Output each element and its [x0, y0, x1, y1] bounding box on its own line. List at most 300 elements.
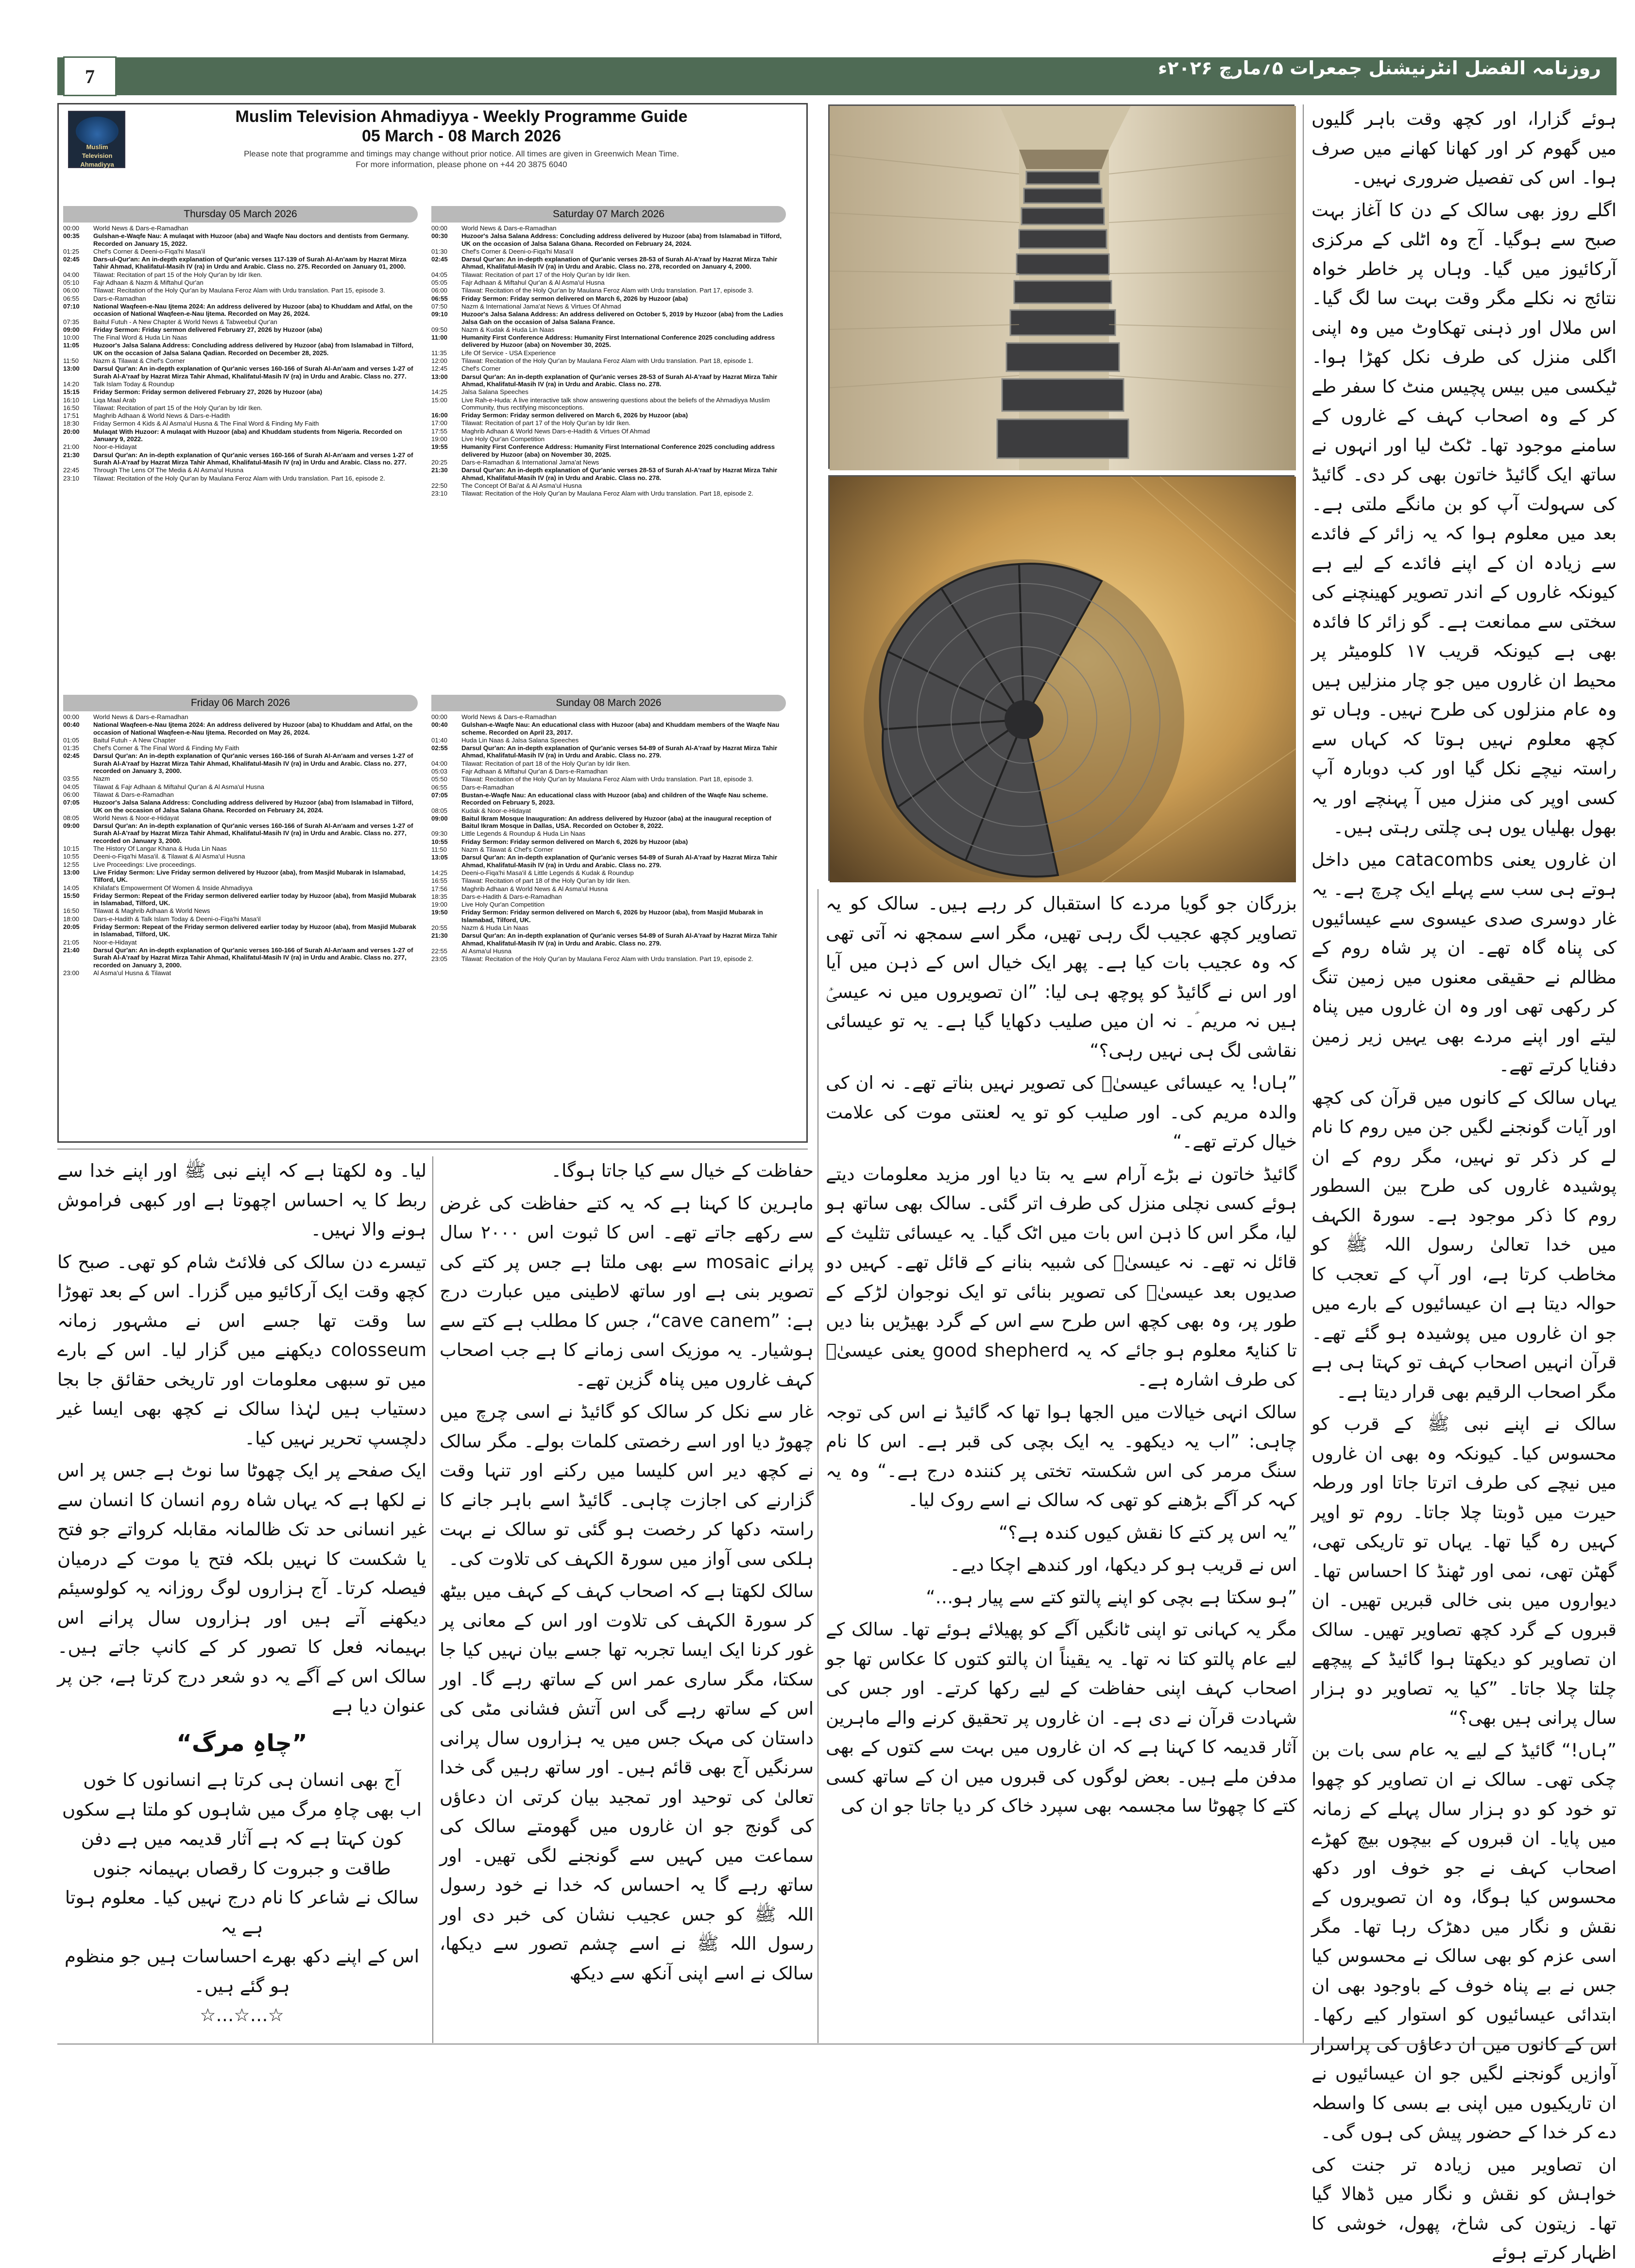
- programme-row: [63, 814, 418, 822]
- programme-row: [63, 466, 418, 474]
- article-paragraph: سالک نے اپنے نبی ﷺ کے قرب کو محسوس کیا۔ کیونکہ وہ بھی ان غاروں میں نیچے کی طرف اترتا جاتا اور ورطہ حیرت میں ڈوبتا چلا جاتا۔ روم تو اوپر کہیں رہ گیا تھا۔ یہاں تو تاریکی تھی، گھٹن تھی، نمی اور ٹھنڈ کا احساس تھا۔ دیواروں میں بنی خالی قبریں تھیں۔ ان قبروں کے گرد کچھ تصاویر تھیں۔ سالک ان تصاویر کو دیکھتا ہوا گائیڈ کے پیچھے چلتا چلا جاتا۔ ”کیا یہ تصاویر دو ہزار سال پرانی ہیں بھی؟“: [1311, 1413, 1617, 1728]
- poem-line: سالک نے شاعر کا نام درج نہیں کیا۔ معلوم ہوتا ہے یہ: [65, 1887, 419, 1938]
- programme-description: Al Asma'ul Husna & Tilawat: [93, 969, 171, 977]
- programme-time: 09:50: [431, 326, 448, 333]
- programme-description: Talk Islam Today & Roundup: [93, 380, 174, 388]
- programme-row: [63, 939, 418, 946]
- programme-description: Tilawat: Recitation of part 18 of the Holy Qur'an by Idir Iken.: [461, 877, 631, 885]
- programme-row: [63, 946, 418, 969]
- programme-time: 13:00: [63, 868, 80, 876]
- guide-note-2: For more information, please phone on +44 20 3875 6040: [356, 160, 567, 169]
- article-paragraph: اس نے قریب ہو کر دیکھا، اور کندھے اچکا دیے۔: [950, 1554, 1297, 1575]
- article-paragraph: ایک صفحے پر ایک چھوٹا سا نوٹ ہے جس پر اس نے لکھا ہے کہ یہاں شاہ روم انسان کا انسان سے غیر انسانی حد تک ظالمانہ مقابلہ کرواتے جو فتح یا شکست کا نہیں بلکہ فتح یا موت کے درمیان فیصلہ کرتا۔ آج ہزاروں لوگ روزانہ یہ کولوسیئم دیکھنے آتے ہیں اور ہزاروں سال پرانے اس بہیمانہ فعل کا تصور کر کے کانپ جاتے ہیں۔ سالک اس کے آگے یہ دو شعر درج کرتا ہے، جن پر عنوان دیا ہے: [57, 1460, 426, 1716]
- programme-time: 21:00: [63, 443, 80, 451]
- programme-row: [431, 713, 786, 721]
- programme-description: Dars-e-Ramadhan & International Jama'at News: [461, 458, 599, 466]
- article-paragraph: بزرگان جو گویا مردے کا استقبال کر رہے ہیں۔ سالک کو یہ تصاویر کچھ عجیب لگ رہی تھیں، مگر اسے سمجھ نہ آتی تھی کہ وہ عجیب بات کیا ہے۔ پھر ایک خیال اس کے ذہن میں آیا اور اس نے گائیڈ کو پوچھ ہی لیا: ”ان تصویروں میں نہ عیسیٰؑ ہیں نہ مریم ؑ۔ نہ ان میں صلیب دکھایا گیا ہے۔ یہ تو عیسائی نقاشی لگ ہی نہیں رہی؟“: [826, 893, 1297, 1061]
- poem-line: اس کے اپنے دکھ بھرے احساسات ہیں جو منظوم ہو گئے ہیں۔: [64, 1946, 420, 1996]
- globe-icon: [76, 117, 119, 146]
- programme-row: [431, 365, 786, 372]
- programme-row: [431, 830, 786, 837]
- programme-time: 07:10: [63, 302, 80, 310]
- programme-row: [63, 357, 418, 364]
- programme-row: [431, 877, 786, 884]
- programme-row: [63, 318, 418, 326]
- programme-time: 00:00: [63, 224, 80, 232]
- article-paragraph: اگلے روز بھی سالک کے دن کا آغاز بہت صبح سے ہوگیا۔ آج وہ اٹلی کے مرکزی آرکائیوز میں گیا۔ وہاں پر خاطر خواہ نتائج نہ نکلے مگر وقت بہت سا لگ گیا۔ اس ملال اور ذہنی تھکاوٹ میں وہ اپنی اگلی منزل کی طرف نکل کھڑا ہوا۔ ٹیکسی میں بیس پچیس منٹ کا سفر طے کر کے وہ اصحاب کہف کے غاروں کے سامنے موجود تھا۔ ٹکٹ لیا اور انہوں نے ساتھ ایک گائیڈ خاتون بھی کر دی۔ گائیڈ کی سہولت آپ کو بن مانگے ملتی ہے۔ بعد میں معلوم ہوا کہ یہ زائر کے فائدے سے زیادہ ان کے اپنے فائدے کے لیے ہے کیونکہ غاروں کے اندر تصویر کھینچنے کی سختی سے ممانعت ہے۔ گو زائر کا فائدہ بھی ہے کیونکہ قریب ۱۷ کلومیٹر پر محیط ان غاروں میں جو چار منزلیں ہیں وہ عام منزلوں کی طرح نہیں۔ وہاں تو کچھ معلوم نہیں ہوتا کہ کہاں سے راستہ نیچے نکل گیا اور کب دوبارہ آپ کسی اوپر کی منزل میں آ پہنچے اور یہ بھول بھلیاں یوں ہی چلتی رہتی ہیں۔: [1311, 199, 1617, 838]
- programme-time: 01:05: [63, 736, 80, 744]
- programme-time: 21:30: [431, 466, 448, 474]
- programme-time: 17:00: [431, 419, 448, 427]
- programme-description: Nazm & Tilawat & Chef's Corner: [93, 357, 185, 365]
- programme-row: [431, 357, 786, 364]
- programme-row: [63, 892, 418, 907]
- staircase-straight-image: [830, 106, 1296, 470]
- programme-description: Dars-e-Hadith & Talk Islam Today & Deeni-o-Fiqa'hi Masa'il: [93, 915, 261, 923]
- programme-description: Tilawat: Recitation of part 15 of the Holy Qur'an by Idir Iken.: [93, 404, 263, 412]
- programme-time: 04:05: [431, 271, 448, 278]
- programme-time: 00:00: [431, 713, 448, 721]
- programme-time: 07:05: [63, 799, 80, 807]
- programme-description: Dars-e-Ramadhan: [93, 294, 146, 302]
- programme-description: Nazm & Kudak & Huda Lin Naas: [461, 326, 555, 333]
- guide-note: [146, 149, 777, 170]
- programme-description: Dars-ul-Qur'an: An in-depth explanation of Qur'anic verses 117-139 of Surah Al-An'aam by Hazrat Mirza Tahir Ahmad, Khalifatul-Masih IV (ra) in Urdu and Arabic. Class no. 275. Recorded on January 01, 2000.: [93, 256, 407, 271]
- programme-time: 00:00: [63, 713, 80, 721]
- programme-row: [63, 969, 418, 977]
- programme-time: 15:00: [431, 396, 448, 404]
- article-paragraph: ”ہو سکتا ہے بچی کو اپنے پالتو کتے سے پیار ہو…“: [926, 1586, 1297, 1608]
- programme-description: Tilawat: Recitation of the Holy Qur'an by Maulana Feroz Alam with Urdu translation. Part 19, episode 2.: [461, 955, 753, 963]
- programme-row: [63, 388, 418, 395]
- programme-description: Deeni-o-Fiqa'hi Masa'il. & Tilawat & Al Asma'ul Husna: [93, 853, 245, 860]
- programme-description: Maghrib Adhaan & World News Dars-e-Hadith & Virtues Of Ahmad: [461, 427, 650, 435]
- article-paragraph: ان تصاویر میں زیادہ تر جنت کی خواہش کو نقش و نگار میں ڈھالا گیا تھا۔ زیتون کی شاخ، پھول، خوشی کا اظہار کرتے ہوئے: [1311, 2154, 1617, 2263]
- schedule-sunday: [431, 695, 786, 963]
- programme-row: [431, 869, 786, 876]
- guide-title: [146, 107, 777, 146]
- end-mark: ☆…☆…☆: [200, 2005, 284, 2026]
- spiral-staircase-image: [830, 477, 1296, 882]
- programme-time: 19:00: [431, 901, 448, 909]
- programme-row: [431, 846, 786, 853]
- programme-row: [431, 760, 786, 767]
- programme-row: [431, 303, 786, 310]
- article-paragraph: ”ہاں!“ گائیڈ کے لیے یہ عام سی بات بن چکی تھی۔ سالک نے ان تصاویر کو چھوا تو خود کو دو ہزار سال پہلے کے زمانہ میں پایا۔ ان قبروں کے بیچوں بیچ کھڑے اصحاب کہف نے جو خوف اور دکھ محسوس کیا ہوگا، وہ ان تصویروں کے نقش و نگار میں دھڑک رہا تھا۔ مگر اسی عزم کو بھی سالک نے محسوس کیا جس نے بے پناہ خوف کے باوجود بھی ان ابتدائی عیسائیوں کو استوار کیے رکھا۔ اس کے کانوں میں ان دعاؤں کی پراسرار آوازیں گونجنے لگیں جو ان عیسائیوں نے ان تاریکیوں میں اپنی بے بسی کا واسطہ دے کر خدا کے حضور پیش کی ہوں گی۔: [1311, 1739, 1617, 2143]
- programme-description: Darsul Qur'an: An in-depth explanation of Qur'anic verses 54-89 of Surah Al-A'raaf by Hazrat Mirza Tahir Ahmad, Khalifatul-Masih IV (ra) in Urdu and Arabic. Class no. 279.: [461, 932, 778, 947]
- programme-row: [431, 232, 786, 247]
- article-paragraph: سالک لکھتا ہے کہ اصحاب کہف کے کہف میں بیٹھ کر سورۃ الکہف کی تلاوت اور اس کے معانی پر غور کرنا ایک ایسا تجربہ تھا جسے بیان نہیں کیا جا سکتا، مگر ساری عمر اس کے ساتھ رہے گا۔ اور اس کے ساتھ رہے گی اس آتش فشانی مٹی کی داستان کی مہک جس میں یہ ہزاروں سال پرانی سرنگیں آج بھی قائم ہیں۔ اور ساتھ رہیں گی خدا تعالیٰ کی توحید اور تمجید بیان کرتی ان دعاؤں کی گونج جو ان غاروں میں گھومتے سالک کی سماعت میں کہیں سے گونجنے لگی تھیں۔ اور ساتھ رہے گا یہ احساس کہ خدا نے خود رسول اللہ ﷺ کو جس عجیب نشان کی خبر دی اور رسول اللہ ﷺ نے اسے چشم تصور سے دیکھا، سالک نے اسے اپنی آنکھ سے دیکھ: [440, 1581, 814, 1984]
- programme-time: 20:05: [63, 923, 80, 931]
- photo-spiral-staircase: [828, 475, 1294, 881]
- programme-description: Al Asma'ul Husna: [461, 947, 511, 955]
- programme-row: [431, 893, 786, 900]
- programme-row: [431, 791, 786, 807]
- programme-description: Mulaqat With Huzoor: A mulaqat with Huzoor (aba) and Khuddam students from Nigeria. Recorded on January 9, 2022.: [93, 428, 402, 443]
- programme-row: [63, 884, 418, 892]
- programme-description: Tilawat: Recitation of the Holy Qur'an by Maulana Feroz Alam with Urdu translation. Part 16, episode 2.: [93, 474, 385, 482]
- programme-time: 11:50: [431, 846, 447, 854]
- column-rule-3: [432, 1156, 433, 2043]
- programme-time: 14:05: [63, 884, 80, 892]
- programme-row: [431, 248, 786, 255]
- programme-time: 16:50: [63, 907, 80, 915]
- programme-time: 09:00: [431, 814, 448, 822]
- programme-description: Fajr Adhaan & Nazm & Miftahul Qur'an: [93, 279, 204, 287]
- programme-row: [63, 791, 418, 798]
- guide-subtitle: 05 March - 08 March 2026: [361, 127, 562, 145]
- programme-row: [431, 412, 786, 419]
- programme-description: Darsul Qur'an: An in-depth explanation of Qur'anic verses 54-89 of Surah Al-A'raaf by Hazrat Mirza Tahir Ahmad, Khalifatul-Masih IV (ra) in Urdu and Arabic. Class no. 279.: [461, 854, 778, 869]
- programme-description: Friday Sermon: Friday sermon delivered on March 6, 2026 by Huzoor (aba): [461, 838, 688, 845]
- programme-time: 12:45: [431, 365, 448, 373]
- programme-description: Chef's Corner & The Final Word & Finding My Faith: [93, 744, 239, 752]
- article-column-right: [1311, 104, 1617, 2263]
- programme-row: [63, 721, 418, 736]
- programme-row: [431, 885, 786, 893]
- programme-time: 19:00: [431, 435, 448, 443]
- programme-description: Nazm: [93, 775, 110, 783]
- programme-row: [63, 451, 418, 466]
- programme-description: Baitul Ikram Mosque Inauguration: An address delivered by Huzoor (aba) at the inaugural reception of Baitul Ikram Mosque in Dallas, USA. Recorded on October 8, 2022.: [461, 814, 771, 830]
- programme-description: Tilawat: Recitation of part 15 of the Holy Qur'an by Idir Iken.: [93, 271, 263, 278]
- programme-row: [431, 271, 786, 278]
- programme-time: 12:00: [431, 357, 448, 365]
- programme-row: [431, 838, 786, 845]
- programme-time: 06:00: [63, 790, 80, 798]
- programme-description: Darsul Qur'an: An in-depth explanation of Qur'anic verses 160-166 of Surah Al-An'aam and verses 1-27 of Surah Al-A'raaf by Hazrat Mirza Tahir Ahmad, Khalifatul-Masih IV (ra) in Urdu and Arabic. Class no. 277, recorded on January 3, 2000.: [93, 946, 413, 969]
- programme-description: Gulshan-e-Waqfe Nau: An educational class with Huzoor (aba) and Khuddam members of the Waqfe Nau scheme. Recorded on April 23, 2017.: [461, 721, 780, 736]
- programme-row: [63, 799, 418, 814]
- article-paragraph: ہوئے گزارا، اور کچھ وقت باہر گلیوں میں گھوم کر اور کھانا کھانے میں صرف ہوا۔ اس کی تفصیل ضروری نہیں۔: [1311, 108, 1617, 188]
- programme-description: Tilawat & Fajr Adhaan & Miftahul Qur'an & Al Asma'ul Husna: [93, 783, 264, 790]
- programme-time: 00:00: [431, 224, 448, 232]
- article-paragraph: یہاں سالک کے کانوں میں قرآن کی کچھ اور آیات گونجنے لگیں جن میں روم کا نام لے کر ذکر تو نہیں، مگر روم کے ان پوشیدہ غاروں کی طرح بین السطور روم کا ذکر موجود ہے۔ سورۃ الکہف میں خدا تعالیٰ رسول اللہ ﷺ کو مخاطب کرتا ہے، اور آپ کے تعجب کا حوالہ دیتا ہے ان عیسائیوں کے بارے میں جو ان غاروں میں پوشیدہ ہو گئے تھے۔ قرآن انہیں اصحاب کہف تو کہتا ہی ہے مگر اصحاب الرقیم بھی قرار دیتا ہے۔: [1311, 1087, 1617, 1402]
- programme-time: 20:00: [63, 428, 80, 435]
- programme-time: 03:55: [63, 775, 80, 783]
- programme-description: Tilawat: Recitation of the Holy Qur'an by Maulana Feroz Alam with Urdu translation. Part 18, episode 3.: [461, 775, 753, 783]
- programme-description: World News & Noor-e-Hidayat: [93, 814, 179, 822]
- programme-description: Huda Lin Naas & Jalsa Salana Speeches: [461, 736, 579, 744]
- programme-time: 07:50: [431, 302, 448, 310]
- programme-description: World News & Dars-e-Ramadhan: [93, 224, 188, 232]
- programme-row: [431, 768, 786, 775]
- programme-time: 08:05: [431, 807, 448, 814]
- programme-row: [63, 271, 418, 278]
- programme-description: Huzoor's Jalsa Salana Address: An address delivered on October 5, 2019 by Huzoor (aba) from the Ladies Jalsa Gah on the occasion of Jalsa Salana France.: [461, 310, 783, 326]
- programme-time: 08:05: [63, 814, 80, 822]
- programme-description: Khilafat's Empowerment Of Women & Inside Ahmadiyya: [93, 884, 253, 892]
- programme-time: 06:55: [431, 294, 448, 302]
- programme-time: 21:40: [63, 946, 80, 954]
- programme-row: [431, 909, 786, 924]
- programme-description: Huzoor's Jalsa Salana Address: Concluding address delivered by Huzoor (aba) from Islamabad in Tilford, UK on the occasion of Jalsa Salana Ghana. Recorded on February 24, 2024.: [461, 232, 782, 247]
- schedule-saturday: [431, 206, 786, 498]
- programme-row: [63, 420, 418, 427]
- schedule-friday: [63, 695, 418, 977]
- programme-time: 11:50: [63, 357, 79, 365]
- programme-description: Chef's Corner & Deeni-o-Fiqa'hi Masa'il: [461, 247, 574, 255]
- logo-text: Muslim Television Ahmadiyya: [80, 143, 114, 168]
- poem-line: آج بھی انسان ہی کرتا ہے انسانوں کا خوں: [83, 1770, 401, 1790]
- programme-description: Live Holy Qur'an Competition: [461, 901, 545, 909]
- article-paragraph: تیسرے دن سالک کی فلائٹ شام کو تھی۔ صبح کا کچھ وقت ایک آرکائیو میں گزرا۔ اس کے بعد تھوڑا سا وقت تھا جسے اس نے مشہور زمانہ colosseum دیکھنے میں گزار لیا۔ اس کے بارے میں تو سبھی معلومات اور تاریخی حقائق جا بجا دستیاب ہیں لہٰذا سالک نے کچھ بھی ایسا غیر دلچسپ تحریر نہیں کیا۔: [57, 1251, 426, 1449]
- programme-row: [63, 326, 418, 333]
- programme-time: 05:50: [431, 775, 448, 783]
- programme-row: [431, 721, 786, 736]
- programme-time: 14:25: [431, 869, 448, 876]
- programme-row: [431, 932, 786, 947]
- programme-time: 09:10: [431, 310, 448, 318]
- programme-description: Live Friday Sermon: Live Friday sermon delivered by Huzoor (aba), from Masjid Mubarak in Islamabad, Tilford, UK.: [93, 868, 406, 884]
- programme-time: 12:55: [63, 860, 80, 868]
- programme-description: Darsul Qur'an: An in-depth explanation of Qur'anic verses 28-53 of Surah Al-A'raaf by Hazrat Mirza Tahir Ahmad, Khalifatul-Masih IV (ra) in Urdu and Arabic. Class no. 278.: [461, 466, 778, 481]
- programme-row: [431, 443, 786, 458]
- programme-time: 00:40: [431, 721, 448, 729]
- programme-row: [431, 807, 786, 814]
- programme-description: Through The Lens Of The Media & Al Asma'ul Husna: [93, 466, 244, 474]
- day-heading: Saturday 07 March 2026: [431, 206, 786, 223]
- programme-time: 16:10: [63, 396, 80, 404]
- programme-description: Friday Sermon: Friday sermon delivered on March 6, 2026 by Huzoor (aba): [461, 412, 688, 419]
- programme-row: [431, 955, 786, 962]
- programme-description: Friday Sermon: Repeat of the Friday sermon delivered earlier today by Huzoor (aba), from Masjid Mubarak in Islamabad, Tilford, UK.: [93, 892, 416, 907]
- programme-description: Tilawat: Recitation of the Holy Qur'an by Maulana Feroz Alam with Urdu translation. Part 15, episode 3.: [93, 287, 385, 294]
- programme-row: [431, 901, 786, 908]
- programme-time: 11:35: [431, 349, 447, 357]
- programme-row: [431, 224, 786, 232]
- programme-row: [63, 713, 418, 721]
- guide-note-1: Please note that programme and timings may change without prior notice. All times are given in Greenwich Mean Time.: [244, 149, 679, 158]
- programme-time: 05:03: [431, 768, 448, 775]
- programme-description: Darsul Qur'an: An in-depth explanation of Qur'anic verses 160-166 of Surah Al-An'aam and verses 1-27 of Surah Al-A'raaf by Hazrat Mirza Tahir Ahmad, Khalifatul-Masih IV (ra) in Urdu and Arabic. Class no. 277, recorded on January 3, 2000.: [93, 752, 413, 775]
- programme-row: [431, 435, 786, 443]
- programme-time: 13:00: [431, 373, 448, 380]
- programme-description: Noor-e-Hidayat: [93, 443, 137, 451]
- schedule-thursday: [63, 206, 418, 482]
- programme-row: [431, 737, 786, 744]
- programme-time: 19:55: [431, 443, 448, 451]
- programme-description: Friday Sermon: Friday sermon delivered on March 6, 2026 by Huzoor (aba), from Masjid Mubarak in Islamabad, Tilford, UK.: [461, 909, 763, 924]
- programme-time: 04:00: [431, 759, 448, 767]
- article-column-mid-right: [826, 889, 1297, 2041]
- programme-row: [63, 775, 418, 782]
- programme-row: [63, 783, 418, 790]
- programme-description: The History Of Langar Khana & Huda Lin Naas: [93, 845, 227, 853]
- programme-row: [431, 924, 786, 931]
- programme-row: [63, 412, 418, 419]
- poem-line: طاقت و جبروت کا رقصاں بہیمانہ جنوں: [93, 1857, 391, 1879]
- programme-description: Baitul Futuh - A New Chapter & World News & Tabweebul Qur'an: [93, 318, 277, 326]
- programme-description: Darsul Qur'an: An in-depth explanation of Qur'anic verses 54-89 of Surah Al-A'raaf by Hazrat Mirza Tahir Ahmad, Khalifatul-Masih IV (ra) in Urdu and Arabic. Class no. 279.: [461, 744, 778, 759]
- programme-time: 17:56: [431, 885, 448, 893]
- programme-time: 14:25: [431, 388, 448, 396]
- programme-description: Tilawat: Recitation of the Holy Qur'an by Maulana Feroz Alam with Urdu translation. Part 18, episode 1.: [461, 357, 753, 365]
- programme-row: [431, 775, 786, 783]
- programme-row: [63, 248, 418, 255]
- programme-row: [431, 744, 786, 759]
- programme-description: Gulshan-e-Waqfe Nau: A mulaqat with Huzoor (aba) and Waqfe Nau doctors and dentists from Germany. Recorded on January 15, 2022.: [93, 232, 409, 247]
- programme-time: 16:00: [431, 412, 448, 419]
- programme-time: 10:15: [63, 845, 80, 853]
- programme-description: Nazm & Tilawat & Chef's Corner: [461, 846, 553, 854]
- programme-row: [431, 947, 786, 955]
- programme-description: Dars-e-Hadith & Dars-e-Ramadhan: [461, 893, 562, 900]
- article-paragraph: سالک انہی خیالات میں الجھا ہوا تھا کہ گائیڈ نے اس کی توجہ چاہی: ”اب یہ دیکھو۔ یہ ایک بچی کی قبر ہے۔ اس کا نام سنگ مرمر کی اس شکستہ تختی پر کنندہ درج ہے۔“ وہ یہ کہہ کر آگے بڑھنے کو تھی کہ سالک نے اسے روک لیا۔: [826, 1401, 1297, 1511]
- programme-row: [63, 923, 418, 938]
- programme-description: World News & Dars-e-Ramadhan: [461, 224, 557, 232]
- programme-time: 07:05: [431, 791, 448, 799]
- programme-time: 20:55: [431, 924, 448, 932]
- programme-time: 23:05: [431, 955, 448, 963]
- programme-row: [63, 287, 418, 294]
- programme-row: [63, 915, 418, 923]
- programme-row: [63, 365, 418, 380]
- programme-time: 10:00: [63, 334, 80, 342]
- article-column-mid-left: [440, 1156, 814, 2041]
- programme-description: Tilawat & Maghrib Adhaan & World News: [93, 907, 210, 915]
- programme-time: 06:00: [63, 287, 80, 294]
- programme-description: Noor-e-Hidayat: [93, 938, 137, 946]
- programme-description: The Concept Of Bai'at & Al Asma'ul Husna: [461, 481, 582, 489]
- programme-time: 14:20: [63, 380, 80, 388]
- programme-time: 04:00: [63, 271, 80, 278]
- programme-time: 09:30: [431, 830, 448, 838]
- programme-time: 23:10: [63, 474, 80, 482]
- day-heading: Thursday 05 March 2026: [63, 206, 418, 223]
- programme-time: 22:55: [431, 947, 448, 955]
- programme-description: National Waqfeen-e-Nau Ijtema 2024: An address delivered by Huzoor (aba) to Khuddam and Atfal, on the occasion of National Waqfeen-e-Nau Ijtema. Recorded on May 26, 2024.: [93, 302, 413, 318]
- mta-logo: [68, 111, 125, 168]
- programme-time: 23:00: [63, 969, 80, 977]
- programme-row: [63, 380, 418, 388]
- programme-time: 01:30: [431, 247, 448, 255]
- programme-time: 09:00: [63, 822, 80, 830]
- programme-description: Deeni-o-Fiqa'hi Masa'il & Little Legends & Kudak & Roundup: [461, 869, 634, 876]
- programme-row: [431, 854, 786, 869]
- article-paragraph: ”ہاں! یہ عیسائی عیسیٰؑ کی تصویر نہیں بناتے تھے۔ نہ ان کی والدہ مریم کی۔ اور صلیب کو تو یہ لعنتی موت کی علامت خیال کرتے تھے۔“: [826, 1072, 1297, 1152]
- article-paragraph: حفاظت کے خیال سے کیا جاتا ہوگا۔: [551, 1160, 814, 1181]
- programme-time: 22:50: [431, 481, 448, 489]
- programme-description: Bustan-e-Waqfe Nau: An educational class with Huzoor (aba) and children of the Waqfe Nau scheme. Recorded on February 5, 2023.: [461, 791, 768, 807]
- programme-description: Live Rah-e-Huda: A live interactive talk show answering questions about the beliefs of the Ahmadiyya Muslim Community, thus rectifying misconceptions.: [461, 396, 770, 411]
- programme-row: [431, 287, 786, 294]
- programme-time: 00:35: [63, 232, 80, 240]
- programme-row: [63, 342, 418, 357]
- masthead: روزنامہ الفضل انٹرنیشنل جمعرات ۵؍مارچ ۲۰۲۶ء: [1158, 57, 1601, 79]
- programme-row: [63, 853, 418, 860]
- programme-row: [431, 428, 786, 435]
- programme-description: Live Holy Qur'an Competition: [461, 435, 545, 443]
- programme-description: Tilawat & Dars-e-Ramadhan: [93, 790, 174, 798]
- page-number: 7: [63, 56, 117, 96]
- programme-row: [431, 419, 786, 427]
- programme-description: Chef's Corner: [461, 365, 501, 373]
- programme-time: 18:30: [63, 420, 80, 428]
- programme-time: 13:05: [431, 854, 448, 861]
- divider-guide-bottom: [57, 1149, 808, 1150]
- programme-row: [63, 295, 418, 302]
- article-paragraph: مگر یہ کہانی تو اپنی ٹانگیں آگے کو پھیلائے ہوئے تھا۔ سالک کے لیے عام پالتو کتا نہ تھا۔ یہ یقیناً ان پالتو کتوں کا عکاس تھا جو اصحاب کہف اپنی حفاظت کے لیے رکھا کرتے۔ اور جس کی شہادت قرآن نے دی ہے۔ ان غاروں پر تحقیق کرنے والے ماہرین آثار قدیمہ کا کہنا ہے کہ ان غاروں میں بہت سے کتوں کے بھی مدفن ملے ہیں۔ بعض لوگوں کی قبروں میں ان کے ساتھ کسی کتے کا چھوٹا سا مجسمہ بھی سپرد خاک کر دیا جاتا جو ان کی: [826, 1619, 1297, 1816]
- programme-time: 06:00: [431, 287, 448, 294]
- programme-row: [431, 326, 786, 333]
- programme-time: 02:45: [63, 752, 80, 760]
- programme-time: 13:00: [63, 365, 80, 373]
- programme-time: 02:55: [431, 744, 448, 752]
- programme-description: Darsul Qur'an: An in-depth explanation of Qur'anic verses 28-53 of Surah Al-A'raaf by Hazrat Mirza Tahir Ahmad, Khalifatul-Masih IV (ra) in Urdu and Arabic. Class no. 278.: [461, 373, 778, 388]
- programme-description: Nazm & Huda Lin Naas: [461, 924, 528, 932]
- programme-time: 02:45: [63, 256, 80, 263]
- column-rule-1: [1303, 104, 1304, 2043]
- poem-title: ”چاہِ مرگ“: [176, 1729, 307, 1757]
- programme-description: World News & Dars-e-Ramadhan: [461, 713, 557, 721]
- programme-row: [63, 744, 418, 752]
- programme-description: Darsul Qur'an: An in-depth explanation of Qur'anic verses 160-166 of Surah Al-An'aam and verses 1-27 of Surah Al-A'raaf by Hazrat Mirza Tahir Ahmad, Khalifatul-Masih IV (ra) in Urdu and Arabic. Class no. 277.: [93, 365, 413, 380]
- programme-description: Little Legends & Roundup & Huda Lin Naas: [461, 830, 586, 838]
- article-column-left: [57, 1156, 426, 2041]
- programme-row: [431, 490, 786, 497]
- programme-row: [63, 752, 418, 774]
- programme-description: Tilawat: Recitation of part 18 of the Holy Qur'an by Idir Iken.: [461, 759, 631, 767]
- programme-time: 06:55: [431, 783, 448, 791]
- programme-description: Friday Sermon 4 Kids & Al Asma'ul Husna & The Final Word & Finding My Faith: [93, 420, 319, 428]
- article-paragraph: ”یہ اس پر کتے کا نقش کیوں کندہ ہے؟“: [998, 1522, 1297, 1543]
- programme-time: 07:35: [63, 318, 80, 326]
- programme-time: 10:55: [431, 838, 448, 845]
- programme-row: [431, 310, 786, 326]
- programme-description: The Final Word & Huda Lin Naas: [93, 334, 187, 342]
- programme-time: 05:10: [63, 279, 80, 287]
- programme-row: [431, 349, 786, 357]
- programme-row: [63, 845, 418, 852]
- programme-row: [63, 443, 418, 450]
- programme-row: [431, 815, 786, 830]
- programme-row: [431, 466, 786, 481]
- programme-time: 01:40: [431, 736, 448, 744]
- programme-description: Tilawat: Recitation of part 17 of the Holy Qur'an by Idir Iken.: [461, 419, 631, 427]
- programme-row: [63, 869, 418, 884]
- programme-description: Friday Sermon: Friday sermon delivered February 27, 2026 by Huzoor (aba): [93, 326, 323, 333]
- programme-time: 06:55: [63, 294, 80, 302]
- programme-description: Tilawat: Recitation of the Holy Qur'an by Maulana Feroz Alam with Urdu translation. Part 17, episode 3.: [461, 287, 753, 294]
- programme-time: 18:35: [431, 893, 448, 900]
- programme-row: [431, 784, 786, 791]
- programme-row: [63, 224, 418, 232]
- programme-row: [431, 256, 786, 271]
- programme-description: Nazm & International Jama'at News & Virtues Of Ahmad: [461, 302, 621, 310]
- day-heading: Friday 06 March 2026: [63, 695, 418, 711]
- article-paragraph: لیا۔ وہ لکھتا ہے کہ اپنے نبی ﷺ اور اپنے خدا سے ربط کا یہ احساس اچھوتا ہے اور کبھی فراموش ہونے والا نہیں۔: [57, 1160, 426, 1240]
- article-paragraph: ماہرین کا کہنا ہے کہ یہ کتے حفاظت کی غرض سے رکھے جاتے تھے۔ اس کا ثبوت اس ۲۰۰۰ سال پرانے mosaic سے بھی ملتا ہے جس پر کتے کی تصویر بنی ہے اور ساتھ لاطینی میں عبارت درج ہے: ”cave canem“، جس کا مطلب ہے کتے سے ہوشیار۔ یہ موزیک اسی زمانے کا ہے جب اصحاب کہف غاروں میں پناہ گزین تھے۔: [440, 1192, 814, 1390]
- programme-time: 00:30: [431, 232, 448, 240]
- programme-row: [63, 822, 418, 844]
- programme-description: Jalsa Salana Speeches: [461, 388, 528, 396]
- programme-time: 15:50: [63, 892, 80, 899]
- programme-time: 09:00: [63, 326, 80, 333]
- article-paragraph: ان غاروں یعنی catacombs میں داخل ہوتے ہی سب سے پہلے ایک چرچ ہے۔ یہ غار دوسری صدی عیسوی سے عیسائیوں کی پناہ گاہ تھے۔ ان پر شاہ روم کے مظالم نے حقیقی معنوں میں زمین تنگ کر رکھی تھی اور وہ ان غاروں میں پناہ لیتے اور اپنے مردے بھی یہیں زیر زمین دفنایا کرتے تھے۔: [1311, 849, 1617, 1076]
- programme-row: [63, 428, 418, 443]
- programme-description: Maghrib Adhaan & World News & Dars-e-Hadith: [93, 412, 230, 420]
- programme-row: [63, 303, 418, 318]
- programme-description: Darsul Qur'an: An in-depth explanation of Qur'anic verses 160-166 of Surah Al-An'aam and verses 1-27 of Surah Al-A'raaf by Hazrat Mirza Tahir Ahmad, Khalifatul-Masih IV (ra) in Urdu and Arabic. Class no. 277.: [93, 451, 413, 466]
- programme-description: Maghrib Adhaan & World News & Al Asma'ul Husna: [461, 885, 608, 893]
- programme-row: [431, 459, 786, 466]
- programme-time: 21:05: [63, 938, 80, 946]
- programme-description: Kudak & Noor-e-Hidayat: [461, 807, 531, 814]
- programme-time: 17:55: [431, 427, 448, 435]
- programme-row: [431, 396, 786, 412]
- programme-description: Chef's Corner & Deeni-o-Fiqa'hi Masa'il: [93, 247, 205, 255]
